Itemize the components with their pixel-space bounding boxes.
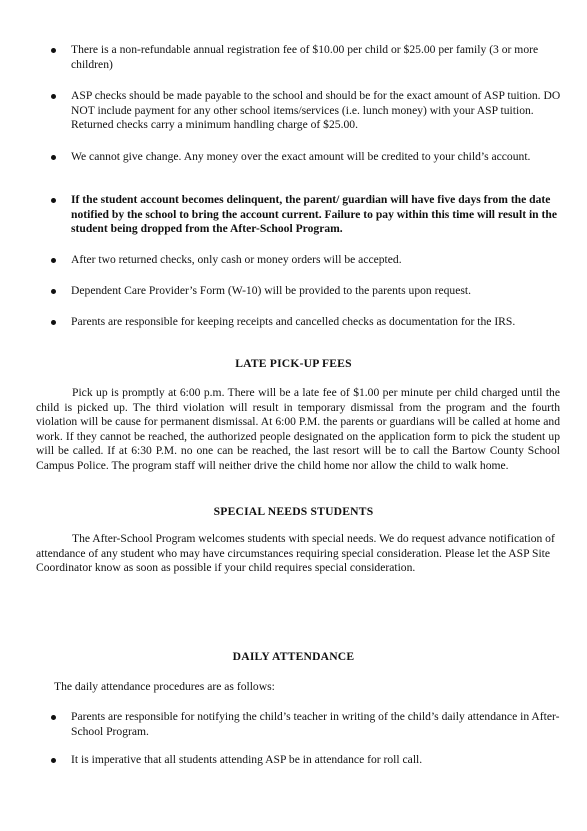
late-fees-paragraph: Pick up is promptly at 6:00 p.m. There will be a late fee of $1.00 per minute per child charged until the child is picked up. The third violation will result in temporary dismissal from the program and the fourth violation will be cause for permanent dismissal. At 6:00 P.M. the parents or guardians will be called at home and work. If they cannot be reached, the authorized people designated on the application form to pick the student up will be called. If at 6:30 P.M. no one can be reached, the last resort will be to call the Bartow County School Campus Police. The program staff will neither drive the child home nor allow the child to walk home. <box>36 386 560 472</box>
bullet-icon <box>51 94 56 99</box>
list-item-text: Dependent Care Provider’s Form (W-10) will be provided to the parents upon request. <box>71 284 471 297</box>
special-needs-heading: SPECIAL NEEDS STUDENTS <box>213 505 374 518</box>
list-item-text: Parents are responsible for notifying the child’s teacher in writing of the child’s daily attendance in After-School Program. <box>71 710 560 738</box>
bullet-icon <box>51 289 56 294</box>
bullet-icon <box>51 258 56 263</box>
special-needs-paragraph: The After-School Program welcomes students with special needs. We do request advance notification of attendance of any student who may have circumstances requiring special consideration. Please let the ASP Site Coordinator know as soon as possible if your child requires special consideration. <box>36 532 555 575</box>
list-item-text: If the student account becomes delinquent, the parent/ guardian will have five days from the date notified by the school to bring the account current. Failure to pay within this time will result in the student being dropped from the After-School Program. <box>71 193 557 236</box>
list-item-text: It is imperative that all students attending ASP be in attendance for roll call. <box>71 753 423 766</box>
bullet-icon <box>51 320 56 325</box>
list-item-text: ASP checks should be made payable to the school and should be for the exact amount of ASP tuition. DO NOT include payment for any other school items/services (i.e. lunch money) with your ASP tuition. Returned checks carry a minimum handling charge of $25.00. <box>71 89 561 132</box>
bullet-icon <box>51 155 56 160</box>
bullet-icon <box>51 48 56 53</box>
list-item-text: We cannot give change. Any money over the exact amount will be credited to your child’s account. <box>71 150 531 163</box>
list-item-text: After two returned checks, only cash or money orders will be accepted. <box>71 253 402 266</box>
bullet-icon <box>51 758 56 763</box>
late-fees-heading: LATE PICK-UP FEES <box>235 357 352 370</box>
list-item-text: Parents are responsible for keeping receipts and cancelled checks as documentation for the IRS. <box>71 315 516 328</box>
bullet-icon <box>51 198 56 203</box>
daily-attendance-heading: DAILY ATTENDANCE <box>232 650 355 663</box>
list-item-text: There is a non-refundable annual registration fee of $10.00 per child or $25.00 per family (3 or more children) <box>71 43 539 71</box>
bullet-icon <box>51 715 56 720</box>
daily-attendance-intro: The daily attendance procedures are as follows: <box>54 680 275 693</box>
